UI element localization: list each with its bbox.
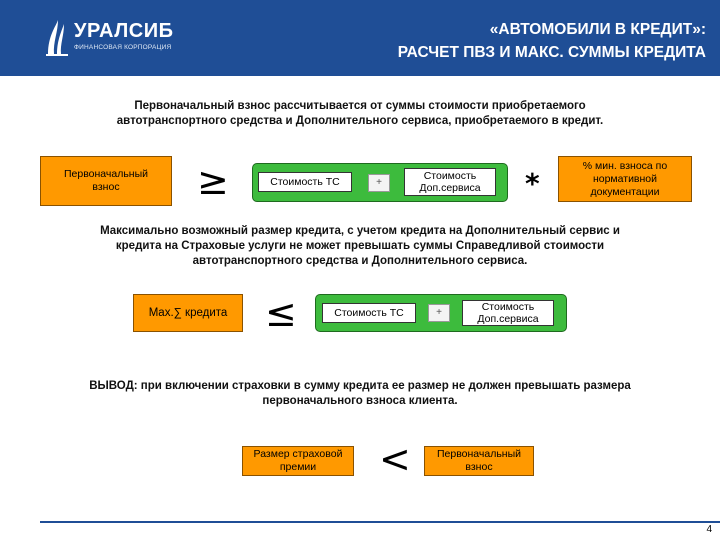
plus-icon: +: [368, 174, 390, 192]
min-payment-line2: нормативной: [592, 172, 658, 185]
greater-equal-symbol: ≥: [197, 159, 229, 203]
insurance-premium-box: [242, 446, 354, 476]
insurance-premium-line2: премии: [279, 461, 317, 473]
down-payment-box-2: [424, 446, 534, 476]
section1-text: [0, 99, 720, 129]
service-cost2-line1: Стоимость: [481, 301, 535, 313]
page-title: [398, 18, 706, 64]
section2-text: [0, 224, 720, 269]
section2-text-line2: кредита на Страховые услуги не может превышать суммы Справедливой стоимости: [115, 240, 605, 252]
logo-name: УРАЛСИБ: [74, 20, 174, 42]
vehicle-cost-box-2: Стоимость ТС: [322, 303, 416, 323]
min-payment-line3: документации: [590, 185, 660, 198]
max-credit-box: Max.∑ кредита: [133, 294, 243, 332]
title-line-1: «АВТОМОБИЛИ В КРЕДИТ»:: [489, 21, 706, 38]
conclusion-text: [0, 379, 720, 409]
page-number: 4: [706, 524, 712, 535]
conclusion-text-line2: первоначального взноса клиента.: [262, 395, 458, 407]
less-than-symbol: <: [379, 437, 411, 481]
section1-text-line1: Первоначальный взнос рассчитывается от суммы стоимости приобретаемого: [134, 100, 586, 112]
header-bar: [0, 0, 720, 76]
plus-icon-2: +: [428, 304, 450, 322]
conclusion-text-line1: ВЫВОД: при включении страховки в сумму кредита ее размер не должен превышать размера: [89, 380, 631, 392]
down-payment-line2: взнос: [92, 181, 120, 193]
min-payment-percent-box: [558, 156, 692, 202]
service-cost-line1: Стоимость: [423, 170, 477, 182]
insurance-premium-line1: Размер страховой: [253, 448, 343, 460]
logo-subtitle: ФИНАНСОВАЯ КОРПОРАЦИЯ: [74, 44, 172, 51]
service-cost2-line2: Доп.сервиса: [477, 313, 539, 325]
down-payment-box: [40, 156, 172, 206]
service-cost-box-2: [462, 300, 554, 326]
down-payment2-line2: взнос: [465, 461, 493, 473]
section2-text-line1: Максимально возможный размер кредита, с учетом кредита на Дополнительный сервис и: [100, 225, 620, 237]
down-payment-line1: Первоначальный: [63, 168, 149, 180]
min-payment-line1: % мин. взноса по: [582, 159, 668, 172]
multiply-symbol: *: [525, 167, 540, 200]
uralsib-logo-icon: [44, 18, 72, 58]
service-cost-box: [404, 168, 496, 196]
section1-text-line2: автотранспортного средства и Дополнительного сервиса, приобретаемого в кредит.: [116, 115, 604, 127]
section2-text-line3: автотранспортного средства и Дополнительного сервиса.: [192, 255, 528, 267]
footer-divider: [40, 521, 720, 523]
less-equal-symbol: ≤: [265, 291, 297, 335]
vehicle-cost-box: Стоимость ТС: [258, 172, 352, 192]
down-payment2-line1: Первоначальный: [436, 448, 522, 460]
service-cost-line2: Доп.сервиса: [419, 182, 481, 194]
title-line-2: РАСЧЕТ ПВЗ И МАКС. СУММЫ КРЕДИТА: [397, 44, 706, 61]
logo: [44, 18, 174, 58]
